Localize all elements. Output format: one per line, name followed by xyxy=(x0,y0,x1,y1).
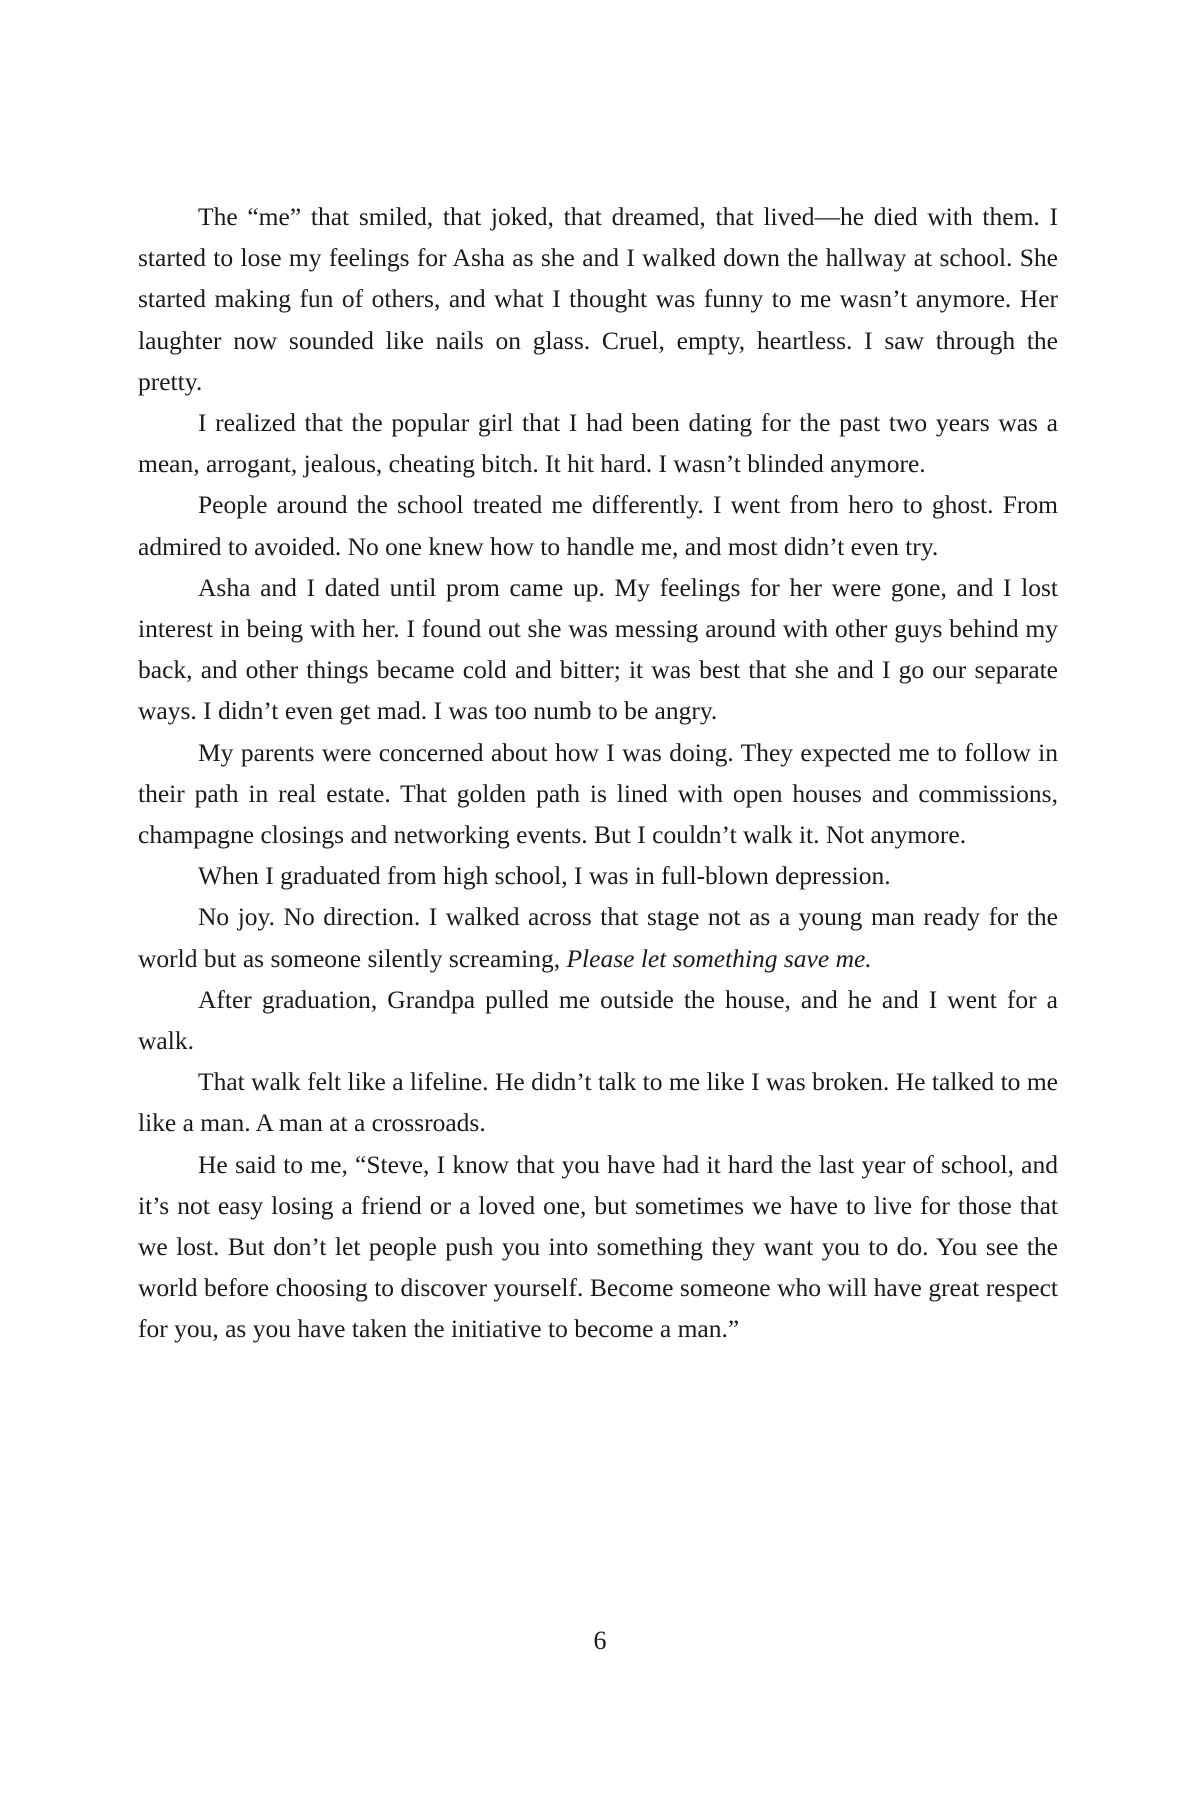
paragraph: The “me” that smiled, that joked, that dreamed, that lived—he died with them. I started to lose my feelings for Asha as she and I walked down the hallway at school. She started making fun of others, and what I thought was funny to me wasn’t anymore. Her laughter now sounded like nails on glass. Cruel, empty, heartless. I saw through the pretty. xyxy=(138,202,1058,396)
body-text xyxy=(138,196,1058,1350)
page-number: 6 xyxy=(593,1626,607,1655)
paragraph: I realized that the popular girl that I had been dating for the past two years was a mean, arrogant, jealous, cheating bitch. It hit hard. I wasn’t blinded anymore. xyxy=(138,408,1058,479)
paragraph-text: No joy. No direction. I walked across that stage not as a young man ready for the world but as someone silently screaming, xyxy=(138,902,1058,973)
paragraph: People around the school treated me differently. I went from hero to ghost. From admired to avoided. No one knew how to handle me, and most didn’t even try. xyxy=(138,490,1058,561)
paragraph: Asha and I dated until prom came up. My feelings for her were gone, and I lost interest in being with her. I found out she was messing around with other guys behind my back, and other things became cold and bitter; it was best that she and I go our separate ways. I didn’t even get mad. I was too numb to be angry. xyxy=(138,572,1058,726)
paragraph-with-italic xyxy=(138,896,1058,978)
paragraph: He said to me, “Steve, I know that you have had it hard the last year of school, and it’s not easy losing a friend or a loved one, but sometimes we have to live for those that we lost. But don’t let people push you into something they want you to do. You see the world before choosing to discover yourself. Become someone who will have great respect for you, as you have taken the initiative to become a man.” xyxy=(138,1149,1058,1344)
paragraph: After graduation, Grandpa pulled me outside the house, and he and I went for a walk. xyxy=(138,984,1058,1056)
italic-phrase: Please let something save me. xyxy=(566,943,872,973)
paragraph: That walk felt like a lifeline. He didn’t talk to me like I was broken. He talked to me like a man. A man at a crossroads. xyxy=(138,1067,1058,1138)
paragraph: When I graduated from high school, I was in full-blown depression. xyxy=(198,861,891,891)
paragraph: My parents were concerned about how I was doing. They expected me to follow in their path in real estate. That golden path is lined with open houses and commissions, champagne closings and networking events. But I couldn’t walk it. Not anymore. xyxy=(138,737,1058,850)
